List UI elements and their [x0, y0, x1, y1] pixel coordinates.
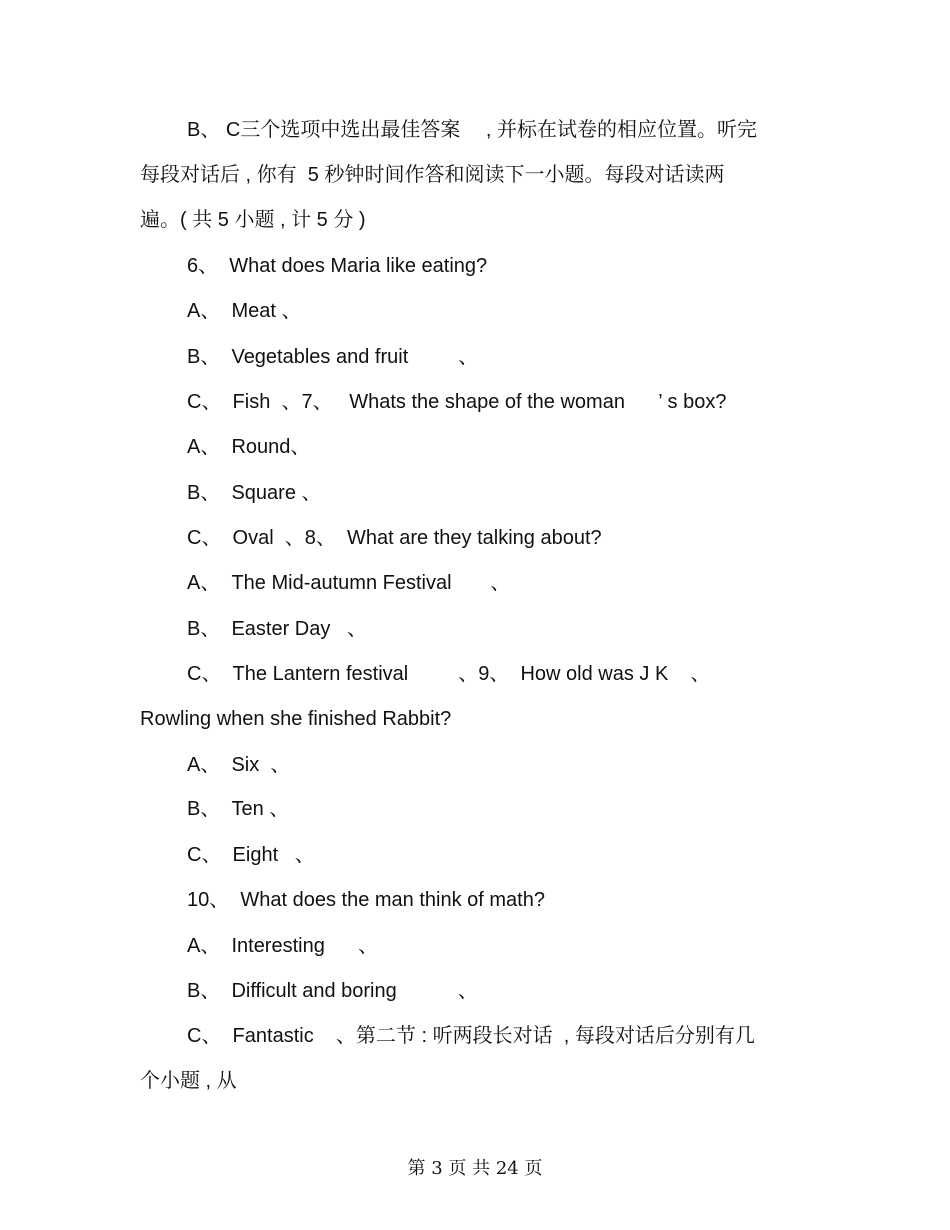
question-9-continuation: Rowling when she finished Rabbit?	[140, 708, 452, 730]
instruction-line-1: B、 C三个选项中选出最佳答案 , 并标在试卷的相应位置。听完	[187, 119, 758, 141]
option-line: B、 Square 、	[187, 482, 322, 504]
section-2-continuation: 个小题 , 从	[140, 1070, 237, 1092]
option-line: A、 Meat 、	[187, 300, 302, 322]
question-10: 10、 What does the man think of math?	[187, 889, 545, 911]
instruction-line-2: 每段对话后 , 你有 5 秒钟时间作答和阅读下一小题。每段对话读两	[140, 164, 725, 186]
option-line: A、 Interesting 、	[187, 935, 379, 957]
page-footer: 第 3 页 共 24 页	[407, 1158, 543, 1179]
option-line: A、 Round、	[187, 436, 311, 458]
option-line: B、 Ten 、	[187, 798, 290, 820]
option-and-question-9: C、 The Lantern festival 、9、 How old was J K 、	[187, 663, 711, 685]
option-and-section-2: C、 Fantastic 、第二节 : 听两段长对话 , 每段对话后分别有几	[187, 1025, 755, 1047]
option-line: C、 Eight 、	[187, 844, 315, 866]
option-and-question-7: C、 Fish 、7、 Whats the shape of the woman ’ s box?	[187, 391, 727, 413]
option-line: B、 Easter Day 、	[187, 618, 368, 640]
option-line: A、 The Mid-autumn Festival 、	[187, 572, 511, 594]
option-line: B、 Difficult and boring 、	[187, 980, 478, 1002]
option-line: B、 Vegetables and fruit 、	[187, 346, 479, 368]
question-6: 6、 What does Maria like eating?	[187, 255, 488, 277]
option-and-question-8: C、 Oval 、8、 What are they talking about?	[187, 527, 602, 549]
instruction-line-3: 遍。( 共 5 小题 , 计 5 分 )	[140, 209, 366, 231]
option-line: A、 Six 、	[187, 754, 291, 776]
